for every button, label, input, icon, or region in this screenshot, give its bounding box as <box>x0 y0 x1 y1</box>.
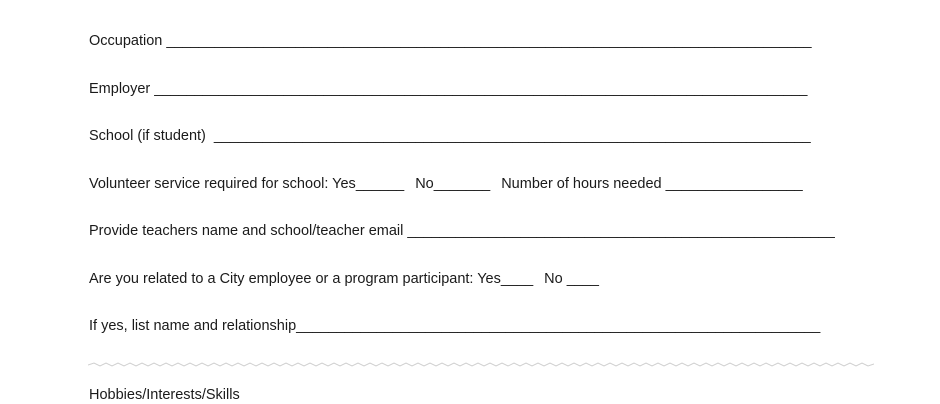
teacher-row <box>89 222 835 240</box>
hours-needed-label: Number of hours needed <box>501 176 666 192</box>
related-label: Are you related to a City employee or a program participant: Yes <box>89 271 501 287</box>
teacher-label: Provide teachers name and school/teacher email <box>89 223 408 239</box>
hours-needed-field[interactable]: _________________ <box>665 176 803 192</box>
related-no-label: No <box>544 271 567 287</box>
occupation-field[interactable]: ________________________________________________________________________________ <box>166 33 812 49</box>
employer-field[interactable]: _________________________________________________________________________________ <box>154 81 808 97</box>
related-no-field[interactable]: ____ <box>566 271 599 287</box>
teacher-email-field[interactable]: _____________________________________________________ <box>407 223 835 239</box>
volunteer-row <box>89 175 803 193</box>
hobbies-row <box>89 386 240 404</box>
related-row <box>89 270 599 288</box>
relationship-row <box>89 317 820 335</box>
school-label: School (if student) <box>89 128 214 144</box>
volunteer-no-field[interactable]: _______ <box>433 176 491 192</box>
relationship-label: If yes, list name and relationship <box>89 318 297 334</box>
school-field[interactable]: __________________________________________________________________________ <box>213 128 811 144</box>
page-break-divider <box>88 361 874 369</box>
employer-row <box>89 80 807 98</box>
volunteer-no-label: No <box>415 176 434 192</box>
related-yes-field[interactable]: ____ <box>500 271 534 287</box>
school-row <box>89 127 811 145</box>
employer-label: Employer <box>89 81 155 97</box>
occupation-row <box>89 32 812 50</box>
volunteer-yes-field[interactable]: ______ <box>355 176 405 192</box>
hobbies-label: Hobbies/Interests/Skills <box>89 387 240 403</box>
occupation-label: Occupation <box>89 33 167 49</box>
volunteer-label: Volunteer service required for school: Yes <box>89 176 356 192</box>
relationship-field[interactable]: _________________________________________________________________ <box>296 318 821 334</box>
